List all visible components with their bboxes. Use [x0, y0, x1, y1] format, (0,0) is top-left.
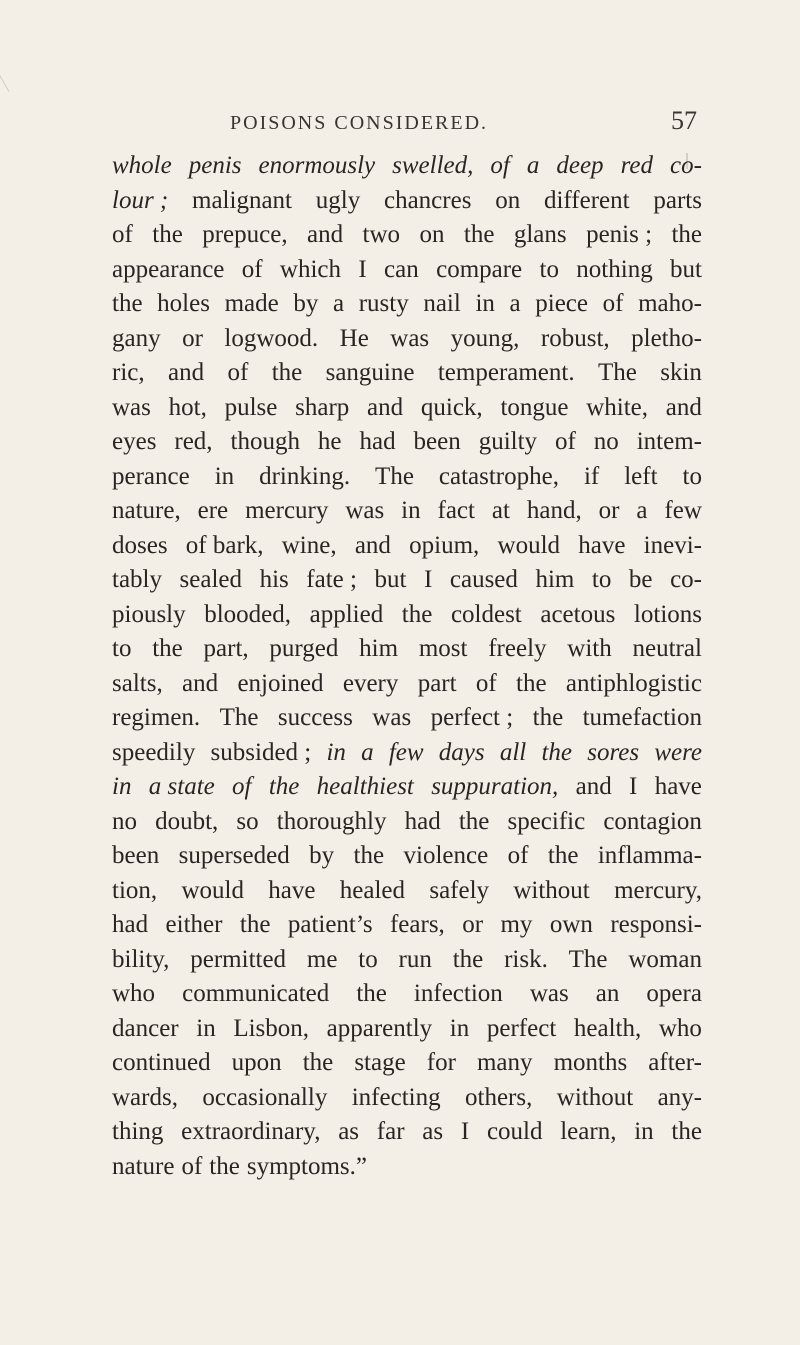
word: quick,	[420, 393, 483, 421]
word: nature	[112, 1152, 175, 1180]
word: as	[422, 1118, 444, 1145]
text-line	[112, 322, 702, 357]
text-line	[112, 943, 702, 978]
italic-word: in	[112, 773, 132, 800]
text-line	[112, 908, 702, 943]
word: caused	[449, 566, 518, 593]
word: sealed	[179, 566, 243, 593]
word: inflamma-	[597, 842, 702, 869]
word: to	[591, 566, 612, 593]
word: on	[495, 186, 521, 214]
text-line	[112, 667, 702, 702]
word: made	[224, 290, 279, 317]
word: The	[597, 359, 637, 386]
word: the	[452, 945, 484, 973]
word: occasionally	[202, 1083, 328, 1111]
page-header	[112, 106, 697, 142]
word: of bark,	[185, 531, 264, 559]
word: The	[568, 945, 608, 973]
word: applied	[309, 600, 384, 628]
text-line	[112, 356, 702, 391]
italic-word: enormously	[258, 152, 376, 179]
word: He	[339, 324, 369, 352]
text-line	[112, 701, 702, 736]
text-line	[112, 1150, 702, 1185]
word: can	[384, 255, 419, 283]
italic-word: in	[326, 738, 346, 766]
word: part	[417, 669, 457, 697]
word: doubt,	[155, 807, 219, 835]
italic-word: of	[490, 152, 510, 179]
word: mercury	[245, 497, 329, 524]
running-head: POISONS CONSIDERED.	[230, 112, 489, 134]
page-edge-mark	[0, 58, 21, 91]
text-line	[112, 1081, 702, 1116]
word: extraordinary,	[181, 1118, 321, 1145]
italic-word: sores	[587, 738, 640, 766]
word: thing	[112, 1118, 164, 1145]
text-line	[112, 253, 702, 288]
word: in	[634, 1118, 654, 1145]
word: have	[654, 773, 702, 800]
word: to	[358, 945, 378, 973]
word: as	[338, 1118, 360, 1145]
word: months	[553, 1049, 628, 1076]
word: tion,	[112, 876, 158, 904]
word: sanguine	[325, 359, 415, 386]
word: compare	[436, 255, 523, 283]
word: upon	[231, 1049, 282, 1076]
word: by	[293, 290, 319, 317]
text-line	[112, 805, 702, 840]
word: many	[476, 1049, 533, 1076]
word: hot,	[168, 393, 207, 421]
word: dancer	[112, 1014, 179, 1042]
word: woman	[628, 945, 702, 973]
text-line	[112, 149, 702, 184]
word: the	[458, 807, 490, 835]
italic-word: of	[232, 773, 252, 800]
text-line	[112, 184, 702, 219]
word: or	[598, 497, 620, 524]
word: I	[460, 1118, 470, 1145]
word: in	[449, 1014, 470, 1042]
word: nature,	[112, 497, 181, 524]
word: either	[165, 911, 223, 938]
word: mercury,	[614, 876, 702, 904]
word: had	[112, 911, 149, 938]
word: no	[112, 807, 137, 835]
word: the	[671, 1118, 702, 1145]
word: temperament.	[437, 359, 575, 386]
word: guilty	[478, 428, 538, 455]
word: every	[342, 669, 399, 697]
word: penis ;	[586, 221, 653, 248]
text-line	[112, 1046, 702, 1081]
word: fact	[437, 497, 475, 524]
word: health,	[573, 1014, 642, 1042]
word: the	[302, 1049, 334, 1076]
word: chancres	[383, 186, 472, 214]
word: in	[214, 462, 235, 490]
word: a	[332, 290, 345, 317]
italic-word: swelled,	[392, 152, 474, 179]
word: tably	[112, 566, 162, 593]
word: any-	[657, 1083, 702, 1111]
word: opera	[646, 980, 702, 1007]
word: for	[426, 1049, 456, 1076]
word: young,	[450, 324, 520, 352]
italic-word: whole	[112, 152, 172, 179]
word: glans	[513, 221, 567, 248]
word: of	[241, 255, 263, 283]
word: thoroughly	[276, 807, 387, 835]
word: and	[367, 393, 404, 421]
word: or	[182, 324, 203, 352]
word: holes	[157, 290, 210, 317]
word: who	[112, 980, 156, 1007]
word: others,	[465, 1083, 533, 1111]
word: antiphlogistic	[565, 669, 702, 697]
word: pletho-	[631, 324, 702, 352]
word: perfect ;	[430, 704, 514, 731]
word: perance	[112, 462, 190, 490]
word: opium,	[409, 531, 480, 559]
text-line	[112, 770, 702, 805]
word: The	[219, 704, 259, 731]
word: purged	[269, 635, 339, 662]
word: parts	[653, 186, 702, 214]
italic-word: a	[526, 152, 540, 179]
word: in	[401, 497, 421, 524]
word: patient’s	[287, 911, 373, 938]
word: enjoined	[237, 669, 324, 697]
word: prepuce,	[202, 221, 288, 248]
word: piece	[535, 290, 588, 317]
word: wards,	[112, 1083, 178, 1111]
word: catastrophe,	[438, 462, 559, 490]
word: and	[168, 359, 205, 386]
text-line	[112, 287, 702, 322]
word: drinking.	[259, 462, 351, 490]
word: if	[583, 462, 600, 490]
word: I	[424, 566, 433, 593]
word: The	[375, 462, 414, 490]
word: nothing	[576, 255, 653, 283]
word: the	[671, 221, 702, 248]
word: of	[181, 1152, 203, 1180]
word: doses	[112, 531, 168, 559]
page-number: 57	[671, 106, 697, 135]
word: contagion	[603, 807, 702, 835]
word: eyes	[112, 428, 157, 455]
text-line	[112, 529, 702, 564]
body-text	[112, 149, 702, 1184]
word: the	[353, 842, 385, 869]
word: I	[629, 773, 638, 800]
word: him	[359, 635, 399, 662]
word: my	[500, 911, 533, 938]
word: run	[398, 945, 432, 973]
word: malignant	[192, 186, 292, 214]
word: part,	[203, 635, 249, 662]
word: specific	[507, 807, 586, 835]
italic-word: were	[654, 738, 702, 766]
text-line	[112, 977, 702, 1012]
word: hand,	[526, 497, 582, 524]
word: the	[401, 600, 433, 628]
word: rusty	[358, 290, 409, 317]
word: acetous	[540, 600, 616, 628]
word: infecting	[351, 1083, 441, 1111]
word: to	[112, 635, 132, 662]
italic-word: a state	[148, 773, 215, 800]
text-line	[112, 563, 702, 598]
word: in	[475, 290, 495, 317]
word: me	[306, 945, 338, 973]
word: learn,	[560, 1118, 617, 1145]
word: though	[230, 428, 300, 455]
word: few	[664, 497, 702, 524]
text-line	[112, 839, 702, 874]
word: to	[539, 255, 559, 283]
word: been	[413, 428, 461, 455]
text-line	[112, 494, 702, 529]
word: and	[575, 773, 612, 800]
word: coldest	[450, 600, 522, 628]
text-line	[112, 391, 702, 426]
italic-word: deep	[556, 152, 604, 179]
word: was	[390, 324, 430, 352]
word: piously	[112, 600, 186, 628]
word: I	[358, 255, 367, 283]
word: logwood.	[224, 324, 319, 352]
word: would	[497, 531, 561, 559]
word: had	[404, 807, 441, 835]
word: sharp	[295, 393, 350, 421]
word: have	[268, 876, 316, 904]
word: no	[593, 428, 619, 455]
word: without	[513, 876, 590, 904]
word: or	[462, 911, 484, 938]
text-line	[112, 874, 702, 909]
word: maho-	[638, 290, 702, 317]
word: by	[309, 842, 335, 869]
word: at	[491, 497, 510, 524]
word: ric,	[112, 359, 145, 386]
word: permitted	[190, 945, 287, 973]
word: symptoms.”	[246, 1152, 367, 1180]
word: robust,	[540, 324, 610, 352]
word: and	[307, 221, 344, 248]
word: nail	[423, 290, 461, 317]
word: after-	[648, 1049, 702, 1076]
word: with	[567, 635, 612, 662]
word: pulse	[224, 393, 278, 421]
italic-word: a	[361, 738, 374, 766]
word: but	[670, 255, 702, 283]
word: ere	[197, 497, 229, 524]
text-line	[112, 425, 702, 460]
word: freely	[488, 635, 547, 662]
word: risk.	[504, 945, 548, 973]
word: of	[475, 669, 497, 697]
word: own	[549, 911, 593, 938]
word: tongue	[500, 393, 569, 421]
word: infection	[413, 980, 503, 1007]
word: most	[418, 635, 468, 662]
word: the	[547, 842, 579, 869]
italic-word: co-	[669, 152, 702, 179]
word: lotions	[633, 600, 702, 628]
word: perfect	[486, 1014, 557, 1042]
word: the	[271, 359, 303, 386]
word: be	[628, 566, 653, 593]
text-line	[112, 1115, 702, 1150]
word: to	[682, 462, 702, 490]
italic-word: few	[388, 738, 424, 766]
word: a	[509, 290, 521, 317]
word: a	[636, 497, 648, 524]
text-line	[112, 218, 702, 253]
word: left	[624, 462, 658, 490]
text-line	[112, 1012, 702, 1047]
word: tumefaction	[582, 704, 702, 731]
word: responsi-	[610, 911, 702, 938]
italic-word: all	[499, 738, 527, 766]
word: the	[239, 911, 271, 938]
word: red,	[174, 428, 213, 455]
word: blooded,	[204, 600, 292, 628]
word: of	[554, 428, 576, 455]
word: communicated	[182, 980, 330, 1007]
word: but	[374, 566, 407, 593]
word: and	[665, 393, 702, 421]
word: apparently	[326, 1014, 433, 1042]
word: the	[152, 221, 183, 248]
word: and	[354, 531, 391, 559]
word: and	[182, 669, 219, 697]
word: fears,	[389, 911, 445, 938]
word: stage	[354, 1049, 406, 1076]
word: the	[532, 704, 564, 731]
word: of	[602, 290, 624, 317]
text-line	[112, 598, 702, 633]
word: violence	[403, 842, 489, 869]
word: was	[529, 980, 569, 1007]
word: fate ;	[306, 566, 357, 593]
italic-word: suppuration,	[431, 773, 559, 800]
word: would	[181, 876, 244, 904]
italic-word: days	[438, 738, 485, 766]
word: was	[372, 704, 412, 731]
word: the	[112, 290, 143, 317]
word: success	[277, 704, 353, 731]
word: which	[279, 255, 342, 283]
word: wine,	[281, 531, 337, 559]
word: white,	[586, 393, 649, 421]
word: have	[578, 531, 626, 559]
word: had	[359, 428, 396, 455]
word: of	[112, 221, 133, 248]
word: two	[362, 221, 401, 248]
word: gany	[112, 324, 161, 352]
word: regimen.	[112, 704, 201, 731]
word: in	[196, 1014, 216, 1042]
word: appearance	[112, 255, 225, 283]
text-line	[112, 460, 702, 495]
word: continued	[112, 1049, 211, 1076]
word: neutral	[632, 635, 702, 662]
word: his	[259, 566, 289, 593]
italic-word: red	[620, 152, 653, 179]
word: intem-	[636, 428, 702, 455]
word: far	[376, 1118, 405, 1145]
word: on	[419, 221, 445, 248]
word: so	[236, 807, 259, 835]
word: Lisbon,	[233, 1014, 310, 1042]
word: he	[317, 428, 342, 455]
word: could	[486, 1118, 543, 1145]
word: speedily	[112, 738, 196, 766]
word: skin	[660, 359, 702, 386]
word: the	[463, 221, 495, 248]
text-line	[112, 632, 702, 667]
word: superseded	[178, 842, 290, 869]
italic-word: the	[268, 773, 300, 800]
italic-word: the	[541, 738, 573, 766]
word: without	[556, 1083, 634, 1111]
word: the	[152, 635, 183, 662]
word: who	[658, 1014, 702, 1042]
italic-word: penis	[188, 152, 242, 179]
word: him	[535, 566, 575, 593]
word: was	[345, 497, 385, 524]
italic-word: lour ;	[112, 186, 169, 214]
word: been	[112, 842, 160, 869]
italic-word: healthiest	[316, 773, 414, 800]
word: ugly	[315, 186, 361, 214]
word: of	[227, 359, 249, 386]
text-line	[112, 736, 702, 771]
word: subsided ;	[210, 738, 312, 766]
word: co-	[670, 566, 702, 593]
word: bility,	[112, 945, 170, 973]
word: salts,	[112, 669, 163, 697]
word: safely	[429, 876, 490, 904]
word: the	[516, 669, 547, 697]
word: the	[209, 1152, 240, 1180]
word: an	[595, 980, 620, 1007]
word: inevi-	[643, 531, 702, 559]
word: different	[543, 186, 630, 214]
word: was	[112, 393, 151, 421]
word: of	[507, 842, 529, 869]
word: the	[356, 980, 387, 1007]
word: healed	[339, 876, 406, 904]
